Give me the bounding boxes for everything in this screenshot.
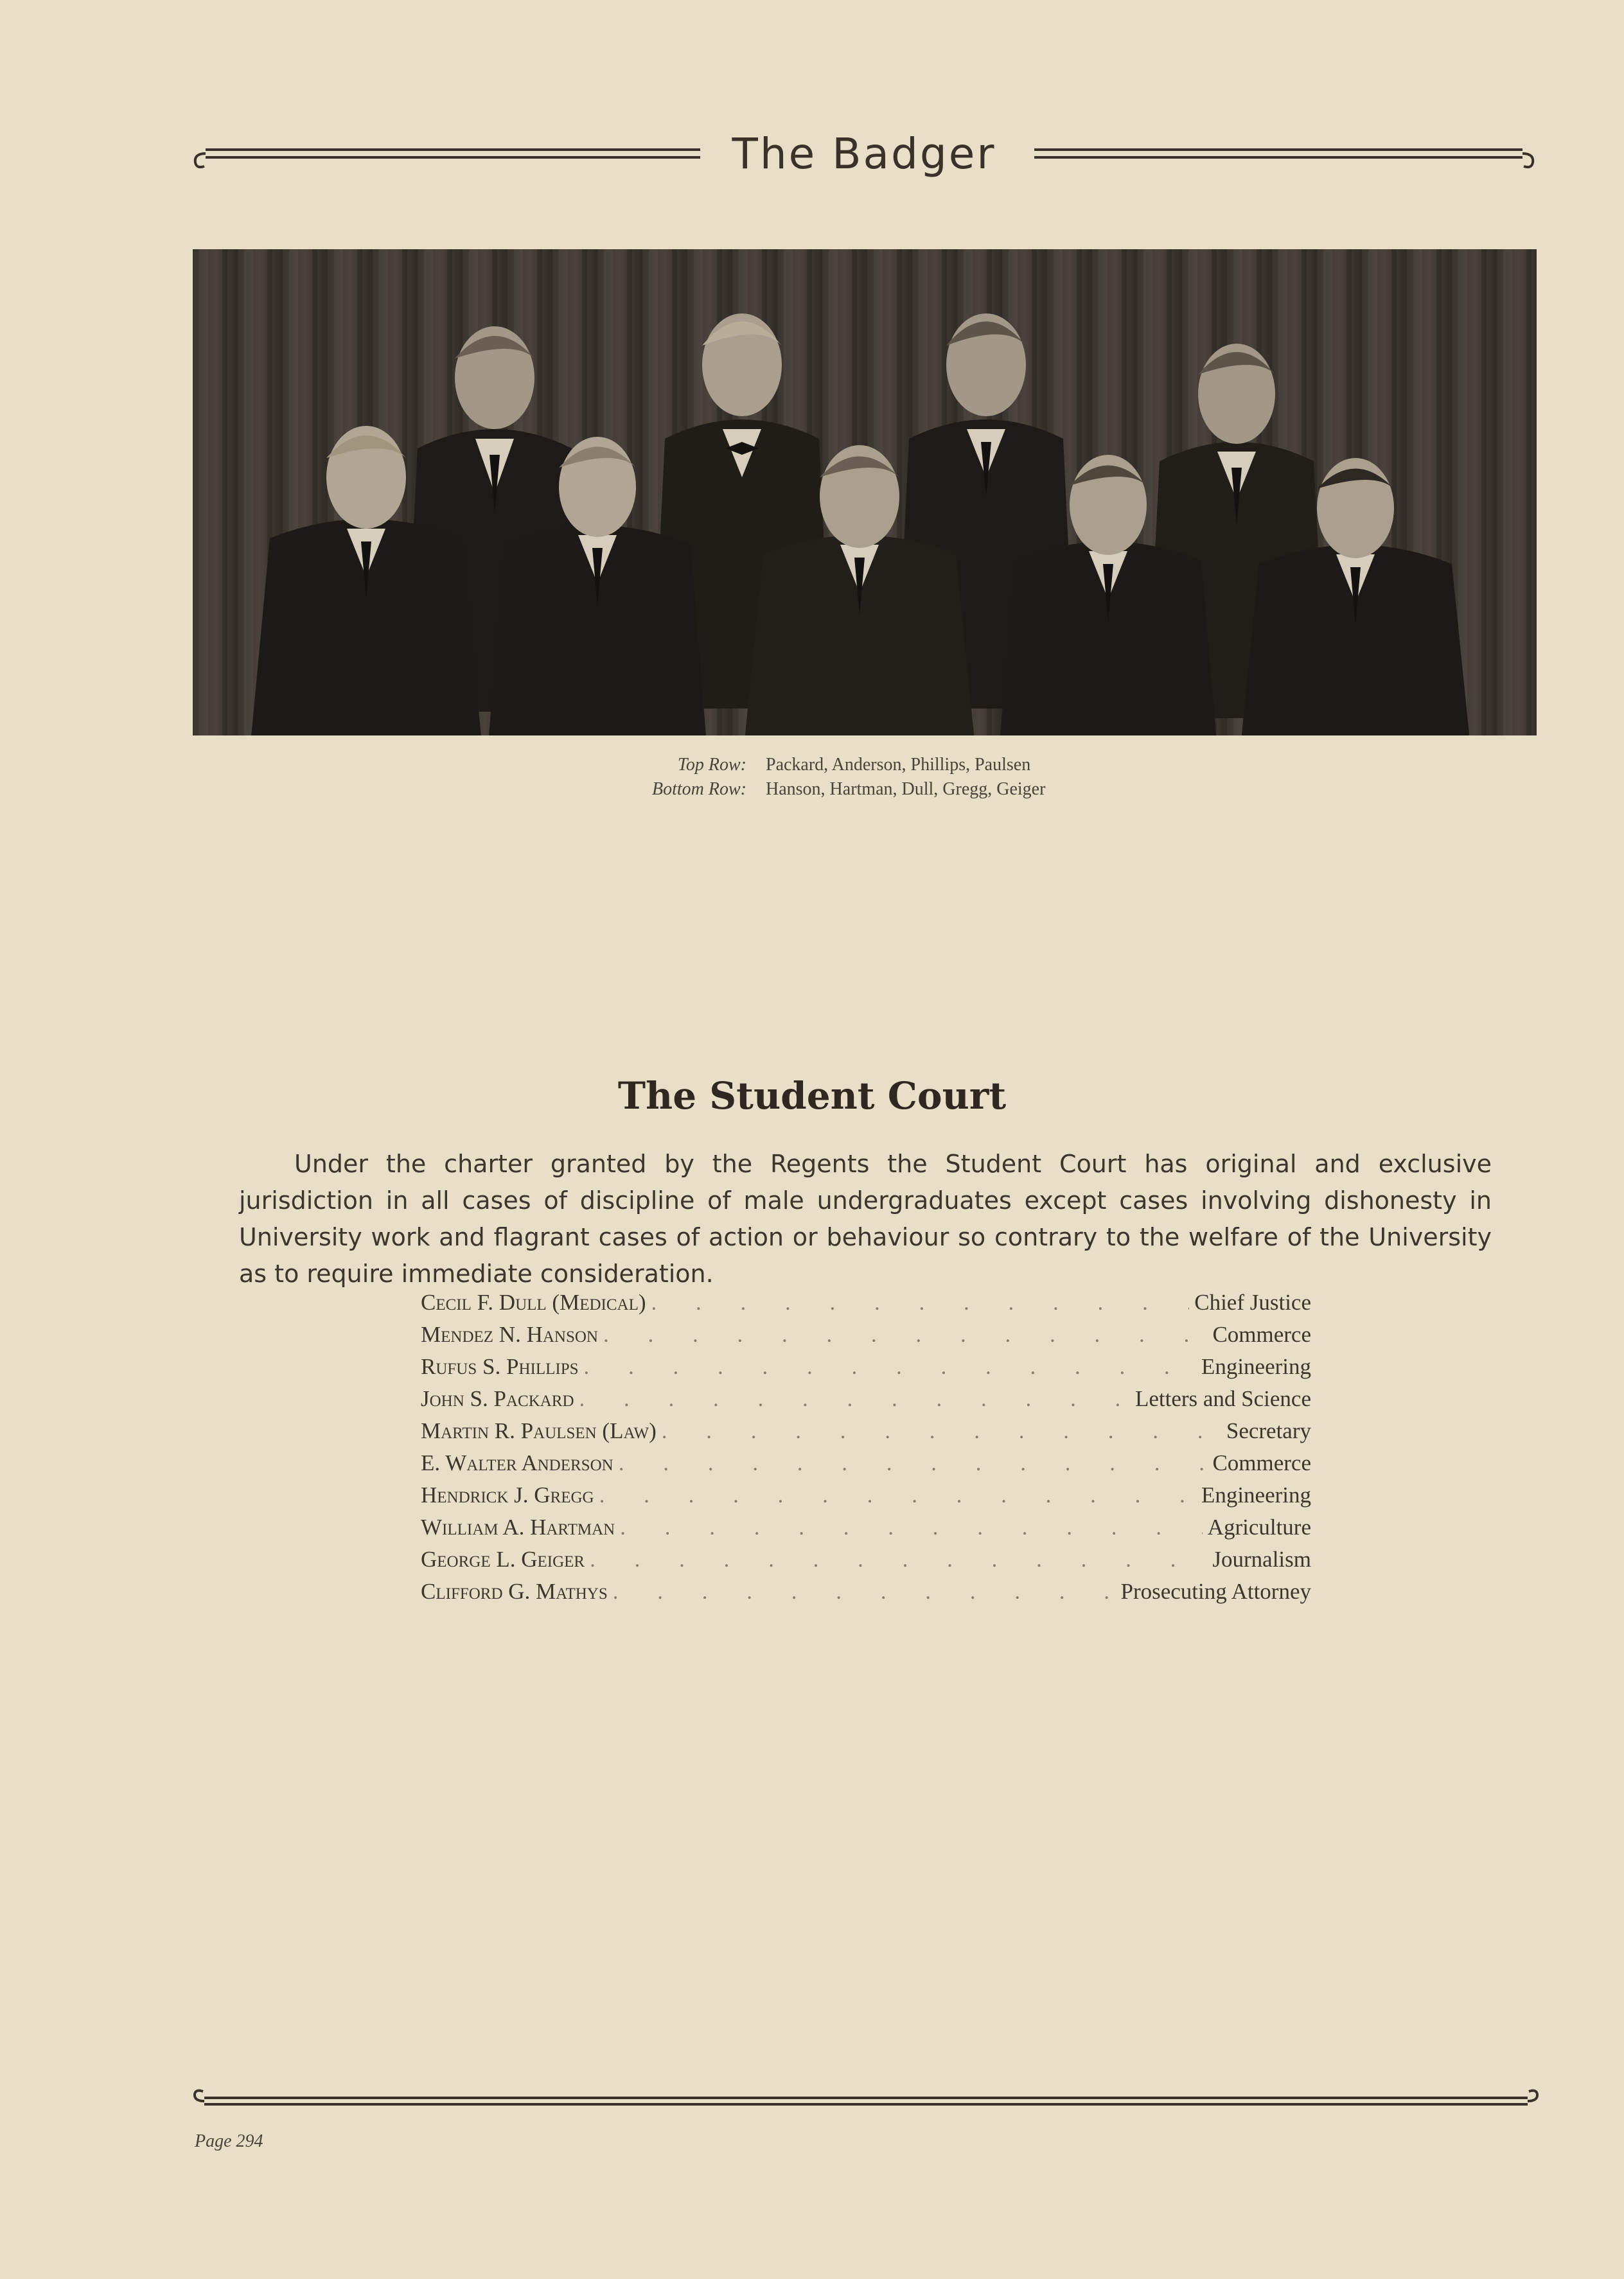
- leader-dots: [599, 1483, 1196, 1508]
- photo-caption: [578, 753, 1156, 802]
- member-role: Commerce: [1212, 1322, 1311, 1347]
- member-role: Engineering: [1201, 1354, 1311, 1379]
- section-intro: [239, 1146, 1492, 1292]
- member-name: Cecil F. Dull (Medical): [421, 1290, 646, 1315]
- top-row-names: Packard, Anderson, Phillips, Paulsen: [766, 755, 1031, 775]
- member-role: Prosecuting Attorney: [1120, 1579, 1311, 1604]
- member-name: Clifford G. Mathys: [421, 1579, 608, 1604]
- member-role: Journalism: [1212, 1547, 1311, 1572]
- member-row: [421, 1354, 1311, 1386]
- member-row: [421, 1547, 1311, 1579]
- member-row: [421, 1579, 1311, 1611]
- member-row: [421, 1290, 1311, 1322]
- member-name: Rufus S. Phillips: [421, 1354, 579, 1379]
- member-name: Martin R. Paulsen (Law): [421, 1418, 657, 1443]
- member-role: Chief Justice: [1194, 1290, 1311, 1315]
- leader-dots: [620, 1515, 1202, 1540]
- section-title: The Student Court: [617, 1074, 1007, 1118]
- member-row: [421, 1515, 1311, 1547]
- member-role: Letters and Science: [1134, 1386, 1311, 1411]
- member-name: George L. Geiger: [421, 1547, 585, 1572]
- intro-paragraph: Under the charter granted by the Regents the Student Court has original and exclusive jurisdiction in all cases of discipline of male undergraduates except cases involving dishonesty in University work and flagrant cases of action or behaviour so contrary to the welfare of the University as to require immediate consideration.: [239, 1150, 1492, 1288]
- member-role: Agriculture: [1207, 1515, 1311, 1540]
- leader-dots: [579, 1386, 1130, 1412]
- leader-dots: [619, 1450, 1208, 1476]
- leader-dots: [651, 1290, 1190, 1315]
- leader-dots: [613, 1579, 1116, 1605]
- top-row-label: Top Row:: [677, 755, 746, 775]
- page-number: Page 294: [195, 2131, 263, 2151]
- member-name: Mendez N. Hanson: [421, 1322, 598, 1347]
- member-name: John S. Packard: [421, 1386, 574, 1411]
- member-roster: [421, 1290, 1311, 1611]
- leader-dots: [584, 1354, 1196, 1380]
- caption-top-row: [578, 753, 1156, 777]
- member-name: Hendrick J. Gregg: [421, 1483, 594, 1508]
- leader-dots: [590, 1547, 1207, 1572]
- bottom-row-names: Hanson, Hartman, Dull, Gregg, Geiger: [766, 779, 1046, 799]
- member-row: [421, 1450, 1311, 1483]
- member-row: [421, 1483, 1311, 1515]
- leader-dots: [603, 1322, 1207, 1348]
- leader-dots: [662, 1418, 1221, 1444]
- member-name: William A. Hartman: [421, 1515, 615, 1540]
- caption-bottom-row: [578, 777, 1156, 802]
- member-name: E. Walter Anderson: [421, 1450, 613, 1475]
- member-role: Commerce: [1212, 1450, 1311, 1475]
- bottom-row-label: Bottom Row:: [652, 779, 746, 799]
- member-row: [421, 1418, 1311, 1450]
- member-role: Engineering: [1201, 1483, 1311, 1508]
- member-row: [421, 1386, 1311, 1418]
- member-role: Secretary: [1226, 1418, 1311, 1443]
- group-photo: [193, 249, 1537, 735]
- member-row: [421, 1322, 1311, 1354]
- footer-rule: [193, 2088, 1539, 2113]
- publication-title: The Badger: [193, 129, 1535, 179]
- page-header: [193, 125, 1535, 183]
